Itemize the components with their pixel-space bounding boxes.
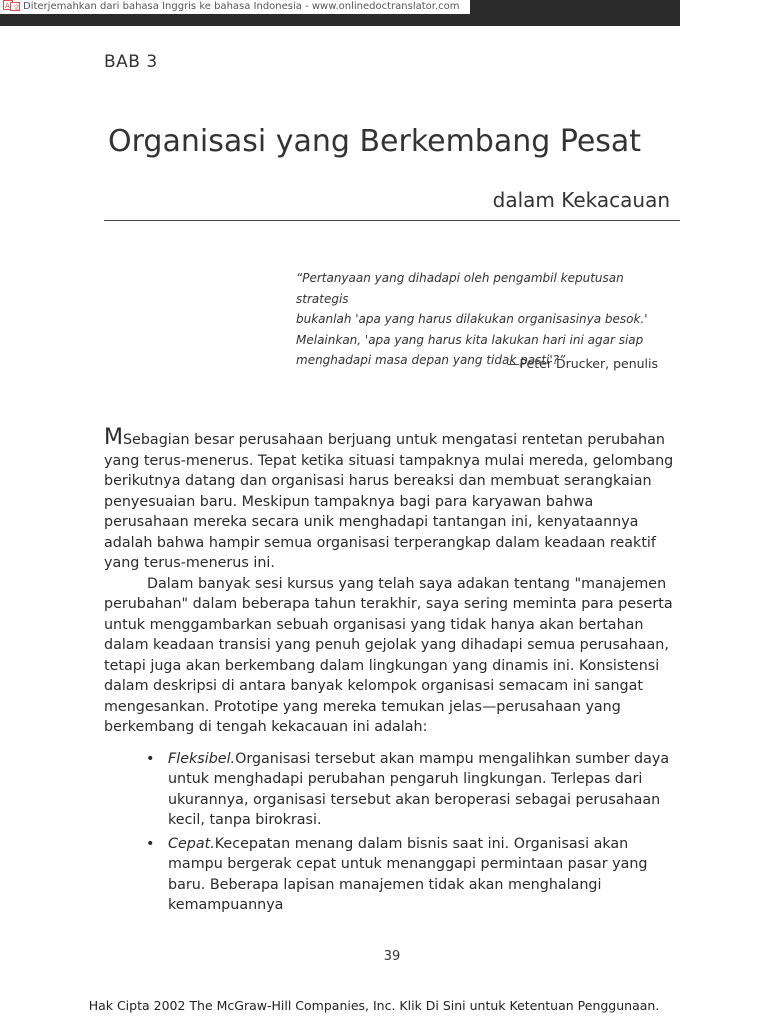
bullet-text: Organisasi tersebut akan mampu mengalihkan sumber daya untuk menghadapi perubahan pengaruh lingkungan. Terlepas dari ukurannya, organisasi tersebut akan beroperasi sebagai perusahaan kecil, tanpa birokrasi. xyxy=(168,750,670,828)
epigraph-line: “Pertanyaan yang dihadapi oleh pengambil keputusan strategis xyxy=(296,271,624,306)
terms-of-use-link[interactable]: Hak Cipta 2002 The McGraw-Hill Companies, Inc. Klik Di Sini untuk Ketentuan Penggunaan. xyxy=(88,998,660,1013)
drop-cap: M xyxy=(104,425,123,450)
bullet-marker: • xyxy=(146,835,155,852)
bullet-term: Fleksibel. xyxy=(168,750,236,767)
title-divider xyxy=(104,220,680,221)
copyright-footer[interactable] xyxy=(0,998,748,1013)
epigraph-attribution: —Peter Drucker, penulis xyxy=(506,356,658,371)
paragraph-1 xyxy=(104,425,682,574)
epigraph-line: menghadapi masa depan yang tidak pasti'?” xyxy=(296,353,566,368)
bullet-list xyxy=(104,749,682,916)
svg-text:文: 文 xyxy=(12,3,20,11)
chapter-label: BAB 3 xyxy=(104,52,158,72)
bullet-item xyxy=(104,749,682,831)
page-number: 39 xyxy=(383,949,401,964)
epigraph-line: Melainkan, 'apa yang harus kita lakukan hari ini agar siap xyxy=(296,332,644,347)
body-text xyxy=(104,425,682,919)
bullet-term: Cepat. xyxy=(168,835,215,852)
bullet-item xyxy=(104,834,682,916)
paragraph-2: Dalam banyak sesi kursus yang telah saya adakan tentang "manajemen perubahan" dalam beberapa tahun terakhir, saya sering meminta para peserta untuk menggambarkan sebuah organisasi yang tidak hanya akan bertahan dalam keadaan transisi yang penuh gejolak yang dihadapi semua perusahaan, tetapi juga akan berkembang dalam lingkungan yang dinamis ini. Konsistensi dalam deskripsi di antara banyak kelompok organisasi semacam ini sangat mengesankan. Prototipe yang mereka temukan jelas—perusahaan yang berkembang di tengah kekacauan ini adalah: xyxy=(104,575,673,735)
svg-text:A: A xyxy=(5,2,10,10)
chapter-subtitle: dalam Kekacauan xyxy=(492,188,670,212)
bullet-marker: • xyxy=(146,750,155,767)
translator-link[interactable]: Diterjemahkan dari bahasa Inggris ke bahasa Indonesia - www.onlinedoctranslator.com xyxy=(23,1,460,12)
paragraph-1-text: Sebagian besar perusahaan berjuang untuk mengatasi rentetan perubahan yang terus-menerus. Tepat ketika situasi tampaknya mulai mereda, gelombang berikutnya datang dan organisasi harus bereaksi dan membuat serangkaian penyesuaian baru. Meskipun tampaknya bagi para karyawan bahwa perusahaan mereka secara unik menghadapi tantangan ini, kenyataannya adalah bahwa hampir semua organisasi terperangkap dalam keadaan reaktif yang terus-menerus ini. xyxy=(104,432,674,571)
translator-notice[interactable] xyxy=(0,0,470,14)
bullet-text: Kecepatan menang dalam bisnis saat ini. Organisasi akan mampu bergerak cepat untuk menanggapi permintaan pasar yang baru. Beberapa lapisan manajemen tidak akan menghalangi kemampuannya xyxy=(168,835,648,913)
translate-icon xyxy=(3,0,21,11)
chapter-title: Organisasi yang Berkembang Pesat xyxy=(108,124,642,159)
epigraph-line: bukanlah 'apa yang harus dilakukan organisasinya besok.' xyxy=(296,312,648,327)
